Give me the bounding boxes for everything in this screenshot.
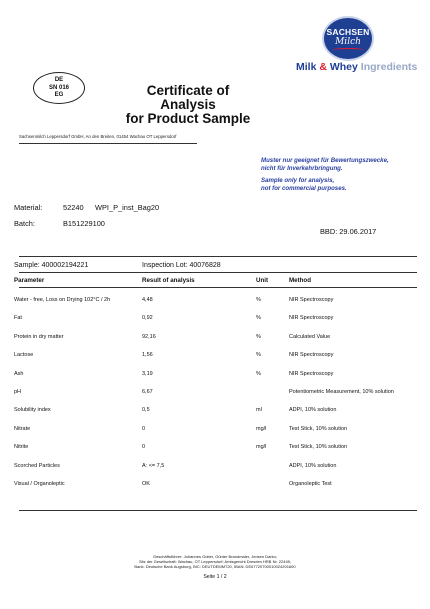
company-logo	[322, 16, 374, 61]
row-unit: %	[256, 333, 261, 340]
row-parameter: Solubility index	[14, 407, 51, 414]
row-result: OK	[142, 481, 150, 487]
row-method: Organoleptic Test	[289, 481, 332, 487]
brand-tagline	[296, 61, 417, 73]
col-header-method: Method	[289, 277, 311, 284]
document-title	[122, 84, 254, 126]
row-unit: %	[256, 352, 261, 359]
row-parameter: Visual / Organoleptic	[14, 481, 65, 487]
material-name: WPI_P_inst_Bag20	[95, 203, 160, 212]
page-number: Seite 1 / 2	[203, 574, 227, 580]
row-result: 3,19	[142, 370, 153, 377]
col-header-parameter: Parameter	[14, 277, 45, 284]
row-unit: %	[256, 297, 261, 303]
row-method: Test Stick, 10% solution	[289, 425, 348, 432]
col-header-result: Result of analysis	[142, 277, 195, 284]
table-bottom-divider	[19, 510, 417, 511]
notice-de-line1: Muster nur geeignet für Bewertungszwecke,	[261, 157, 389, 164]
row-parameter: Water - free, Loss on Drying 102°C / 2h	[14, 297, 111, 303]
brand-whey: Whey	[329, 61, 358, 73]
row-method: NIR Spectroscopy	[289, 370, 334, 377]
row-result: 92,16	[142, 333, 156, 340]
seal-line2: SN 016	[48, 84, 69, 91]
row-unit: mg/l	[256, 425, 267, 432]
row-result: 1,56	[142, 352, 153, 359]
seal-line1: DE	[54, 77, 64, 83]
row-parameter: Lactose	[14, 352, 34, 359]
row-result: 0,92	[142, 315, 153, 322]
address-divider	[19, 143, 197, 144]
row-method: NIR Spectroscopy	[289, 315, 334, 322]
row-result: A: <= 7,5	[142, 462, 165, 469]
notice-en-line1: Sample only for analysis,	[261, 177, 335, 184]
row-method: Test Stick, 10% solution	[289, 444, 348, 451]
batch-value: B151229100	[63, 219, 105, 228]
eu-approval-seal	[33, 72, 85, 104]
header-bottom-divider	[19, 287, 417, 288]
row-result: 0,5	[142, 407, 150, 414]
row-result: 4,48	[142, 297, 153, 303]
material-label: Material:	[14, 203, 43, 212]
footer-info	[90, 554, 340, 569]
seal-line3: EG	[54, 92, 64, 98]
brand-amp: &	[316, 61, 330, 73]
footer-line2: Sitz der Gesellschaft: Wachau, OT Leppersdorf; Amtsgericht Dresden HRB Nr. 22445;	[138, 559, 292, 564]
sample-top-divider	[19, 256, 417, 257]
row-unit: mg/l	[256, 444, 267, 451]
row-method: NIR Spectroscopy	[289, 297, 334, 303]
col-header-unit: Unit	[256, 277, 269, 284]
brand-milk: Milk	[296, 61, 317, 73]
row-method: Potentiometric Measurement, 10% solution	[289, 389, 394, 395]
notice-de-line2: nicht für Inverkehrbringung.	[261, 165, 343, 172]
row-method: NIR Spectroscopy	[289, 352, 334, 359]
best-before-date: BBD: 29.06.2017	[320, 227, 377, 236]
title-line2: for Product Sample	[125, 111, 251, 126]
header-top-divider	[19, 272, 417, 273]
logo-line2: Milch	[335, 37, 361, 47]
company-address: Sachsenmilch Leppersdorf GmbH, An den Breiten, 01454 Wachau OT Leppersdorf	[19, 134, 177, 139]
batch-label: Batch:	[14, 219, 35, 228]
row-unit: ml	[256, 407, 262, 414]
row-unit: %	[256, 315, 261, 322]
row-parameter: Ash	[14, 370, 24, 377]
row-method: Calculated Value	[289, 333, 331, 340]
row-parameter: pH	[14, 389, 22, 395]
logo-swoosh	[332, 48, 364, 52]
row-result: 0	[142, 444, 146, 451]
row-result: 0	[142, 425, 146, 432]
row-parameter: Nitrite	[14, 444, 29, 451]
row-unit: %	[256, 370, 261, 377]
logo-line1: SACHSEN	[326, 27, 370, 37]
row-parameter: Scorched Particles	[14, 462, 60, 469]
sample-notice	[261, 157, 421, 193]
row-parameter: Nitrate	[14, 425, 31, 432]
notice-en-line2: not for commercial purposes.	[261, 185, 347, 192]
row-result: 6,67	[142, 389, 153, 395]
footer-line1: Geschäftsführer: Johannes Gutter, Günter Brandmaier, Jensen Darko;	[152, 554, 278, 559]
footer-line3: Bank: Deutsche Bank Augsburg, BIC: DEUTDEMM720, IBAN: DE67720700010024201600	[134, 564, 296, 569]
title-line1: Certificate of Analysis	[146, 83, 230, 112]
row-parameter: Protein in dry matter	[14, 333, 64, 340]
row-parameter: Fat	[14, 315, 22, 322]
material-code: 52240	[63, 203, 84, 212]
inspection-lot: Inspection Lot: 40076828	[142, 262, 221, 269]
row-method: ADPI, 10% solution	[289, 462, 337, 469]
brand-ingredients: Ingredients	[357, 61, 418, 73]
sample-number: Sample: 400002194221	[14, 262, 89, 269]
row-method: ADPI, 10% solution	[289, 407, 337, 414]
